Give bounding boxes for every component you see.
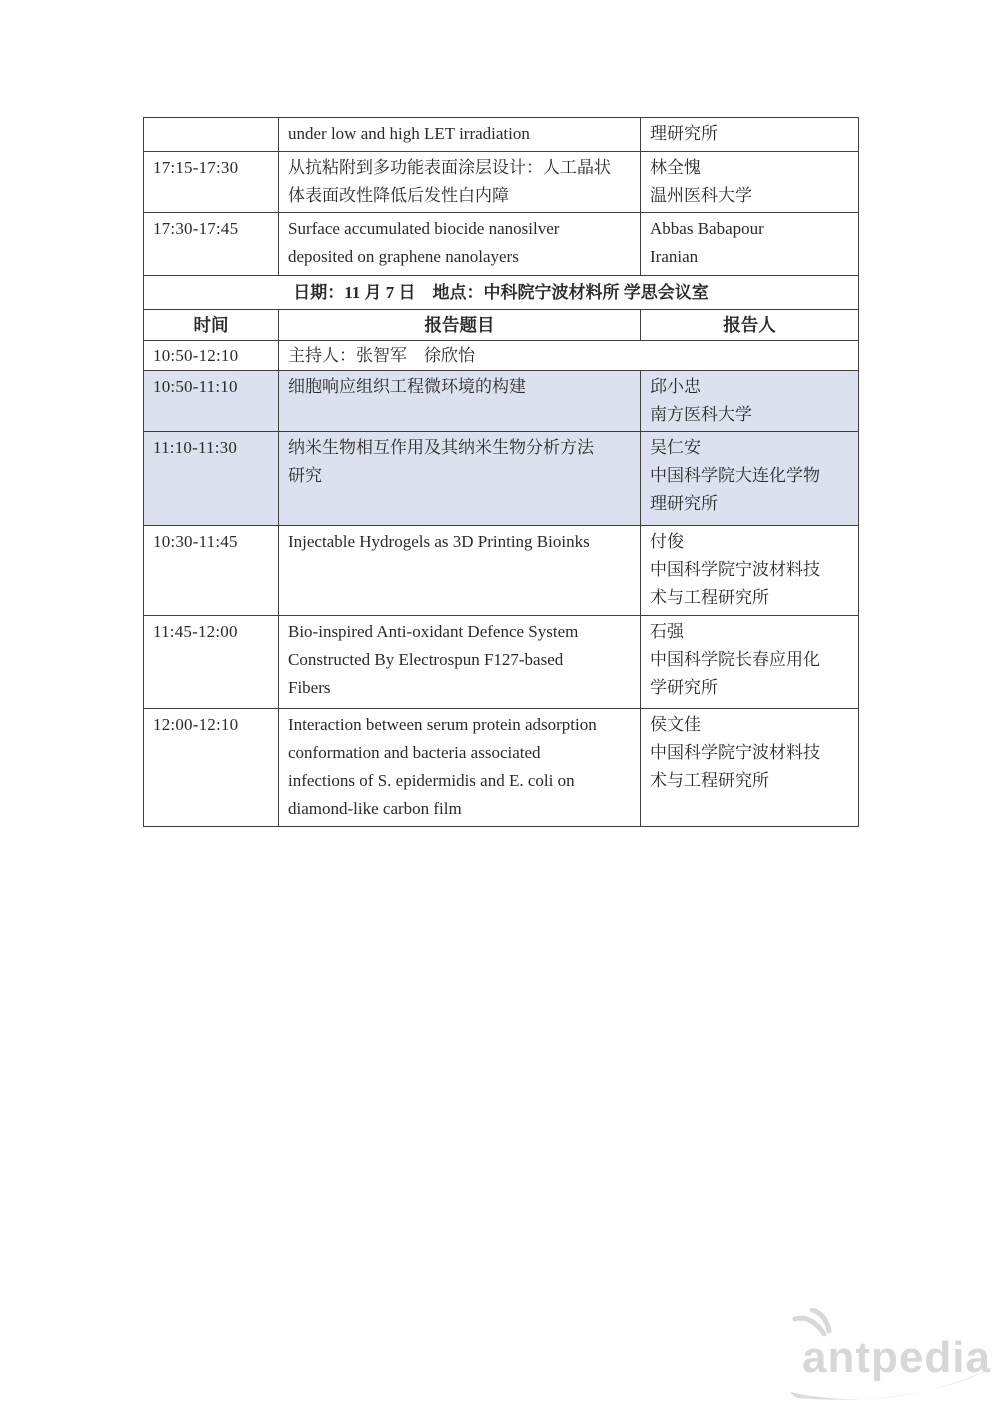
table-row [144,152,859,213]
talk-title-line: Surface accumulated biocide nanosilver [288,219,560,238]
talk-title-line: 从抗粘附到多功能表面涂层设计：人工晶状 [288,158,611,177]
speaker-name: 石强 [650,622,684,641]
talk-title-cell [279,709,641,827]
table-row [144,616,859,709]
talk-title-line: conformation and bacteria associated [288,743,541,762]
speaker-name: Abbas Babapour [650,219,764,238]
speaker-affiliation: 理研究所 [650,494,718,513]
table-header-row [144,310,859,341]
talk-title-cell [279,616,641,709]
speaker-line: 理研究所 [650,124,718,143]
speaker-cell [641,118,859,152]
speaker-cell [641,616,859,709]
speaker-affiliation: 中国科学院大连化学物 [650,466,820,485]
time-cell [144,616,279,709]
talk-title-cell [279,118,641,152]
talk-title-line: infections of S. epidermidis and E. coli on [288,771,575,790]
header-title: 报告题目 [279,310,641,341]
speaker-cell [641,371,859,432]
speaker-cell [641,526,859,616]
header-speaker: 报告人 [641,310,859,341]
antpedia-logo [788,1308,1000,1408]
table-row [144,526,859,616]
time-cell [144,709,279,827]
conference-schedule-table [143,117,859,827]
talk-title-cell [279,432,641,526]
time-text: 17:15-17:30 [153,158,239,177]
table-row [144,432,859,526]
speaker-cell [641,432,859,526]
talk-title-line: 细胞响应组织工程微环境的构建 [288,377,526,396]
time-cell [144,526,279,616]
time-cell [144,432,279,526]
talk-title-line: Constructed By Electrospun F127-based [288,650,564,669]
speaker-name: 付俊 [650,532,684,551]
talk-title-line: Injectable Hydrogels as 3D Printing Bioinks [288,532,590,551]
moderator-cell [279,341,859,371]
time-cell [144,118,279,152]
speaker-affiliation: 温州医科大学 [650,186,752,205]
time-text: 11:45-12:00 [153,622,238,641]
talk-title-line: under low and high LET irradiation [288,124,530,143]
table-row [144,371,859,432]
moderator-text: 主持人：张智军 徐欣怡 [288,345,475,365]
time-cell [144,371,279,432]
talk-title-line: diamond-like carbon film [288,799,462,818]
time-cell [144,341,279,371]
speaker-name: 邱小忠 [650,377,701,396]
moderator-row [144,341,859,371]
speaker-affiliation: 中国科学院宁波材料技 [650,560,820,579]
talk-title-line: 体表面改性降低后发性白内障 [288,186,509,205]
speaker-affiliation: 术与工程研究所 [650,588,769,607]
speaker-affiliation: Iranian [650,247,699,266]
time-cell [144,213,279,276]
time-text: 10:30-11:45 [153,532,238,551]
time-text: 10:50-11:10 [153,377,238,396]
watermark-text: antpedia [802,1333,991,1382]
talk-title-line: deposited on graphene nanolayers [288,247,519,266]
speaker-affiliation: 南方医科大学 [650,405,752,424]
speaker-cell [641,213,859,276]
talk-title-cell [279,526,641,616]
table-row [144,276,859,310]
time-text: 10:50-12:10 [153,345,239,365]
table-row [144,118,859,152]
talk-title-line: 纳米生物相互作用及其纳米生物分析方法 [288,438,594,457]
speaker-cell [641,152,859,213]
header-time: 时间 [144,310,279,341]
time-text: 17:30-17:45 [153,219,239,238]
talk-title-line: Interaction between serum protein adsorption [288,715,597,734]
speaker-affiliation: 中国科学院长春应用化 [650,650,820,669]
speaker-affiliation: 中国科学院宁波材料技 [650,743,820,762]
table-row [144,709,859,827]
speaker-name: 林全愧 [650,158,701,177]
speaker-name: 吴仁安 [650,438,701,457]
speaker-affiliation: 学研究所 [650,678,718,697]
table-row [144,213,859,276]
antenna-icon [795,1310,829,1334]
speaker-name: 侯文佳 [650,715,701,734]
talk-title-line: 研究 [288,466,322,485]
talk-title-cell [279,152,641,213]
talk-title-cell [279,371,641,432]
talk-title-line: Fibers [288,678,331,697]
time-cell [144,152,279,213]
speaker-cell [641,709,859,827]
talk-title-line: Bio-inspired Anti-oxidant Defence System [288,622,579,641]
talk-title-cell [279,213,641,276]
speaker-affiliation: 术与工程研究所 [650,771,769,790]
time-text: 12:00-12:10 [153,715,239,734]
date-location-banner: 日期：11 月 7 日 地点：中科院宁波材料所 学思会议室 [144,276,859,310]
antpedia-watermark [788,1308,1000,1408]
time-text: 11:10-11:30 [153,438,238,457]
